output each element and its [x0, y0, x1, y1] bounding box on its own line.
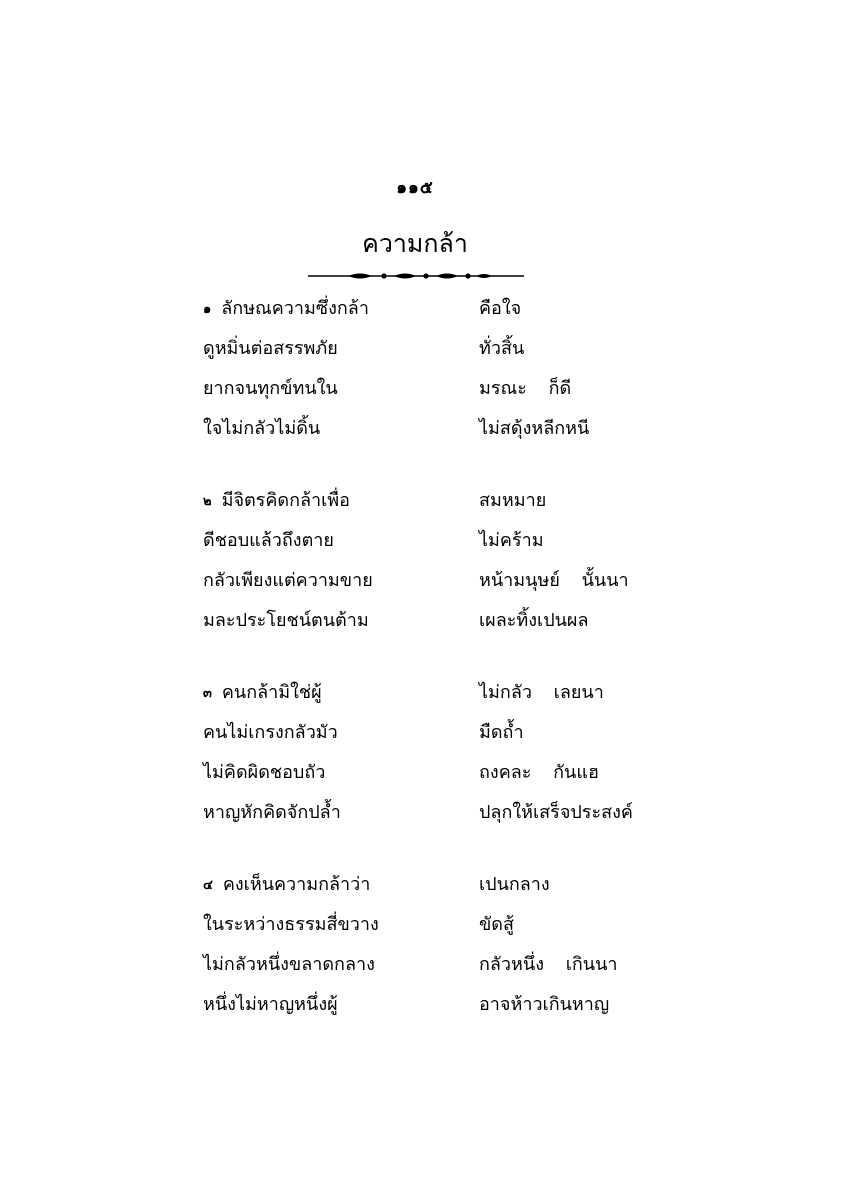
stanza-number: ๓ — [203, 686, 212, 701]
title-ornament-divider — [308, 269, 524, 283]
verse-line — [203, 951, 663, 991]
verse-line — [203, 911, 663, 951]
verse-line-right: ทั่วสิ้น — [479, 338, 525, 359]
verse-line-right: กลัวหนึ่ง เกินนา — [479, 954, 618, 975]
verse-line — [203, 607, 663, 647]
verse-line-right: เปนกลาง — [479, 874, 550, 895]
verse-line-left: หนึ่งไม่หาญหนึ่งผู้ — [203, 994, 338, 1015]
verse-line-left: ยากจนทุกข์ทนใน — [203, 378, 338, 399]
verse-line-right: มรณะ ก็ดี — [479, 378, 572, 399]
verse-line-right: ไม่คร้าม — [479, 530, 544, 551]
stanza-4 — [203, 871, 663, 1031]
verse-line-left: มละประโยชน์ตนต้าม — [203, 610, 369, 631]
verse-line-right: ถงคละ กันแฮ — [479, 762, 599, 783]
stanza-number: ๒ — [203, 494, 212, 509]
verse-line-right: ไม่กลัว เลยนา — [479, 682, 604, 703]
verse-line-right: มืดถ้ำ — [479, 722, 524, 743]
verse-line-right: ขัดสู้ — [479, 914, 514, 935]
verse-line — [203, 799, 663, 839]
verse-line — [203, 335, 663, 375]
verse-line — [203, 295, 663, 335]
verse-line-left: คงเห็นความกล้าว่า — [222, 874, 371, 895]
stanza-number: ๑ — [203, 302, 212, 317]
verse-line-right: สมหมาย — [479, 490, 547, 511]
verse-line-left: ไม่กลัวหนึ่งขลาดกลาง — [203, 954, 375, 975]
verse-line — [203, 679, 663, 719]
verse-line — [203, 719, 663, 759]
verse-line-left: ดูหมิ่นต่อสรรพภัย — [203, 338, 338, 359]
stanza-number: ๔ — [203, 878, 213, 893]
verse-line-right: เผละทิ้งเปนผล — [479, 610, 589, 631]
verse-line — [203, 871, 663, 911]
poem-body — [203, 295, 663, 1063]
verse-line-right: หน้ามนุษย์ นั้นนา — [479, 570, 629, 591]
verse-line-right: อาจห้าวเกินหาญ — [479, 994, 610, 1015]
verse-line — [203, 415, 663, 455]
verse-line — [203, 375, 663, 415]
verse-line-left: มีจิตรคิดกล้าเพื่อ — [221, 490, 350, 511]
stanza-3 — [203, 679, 663, 839]
poem-title: ความกล้า — [362, 229, 468, 258]
stanza-2 — [203, 487, 663, 647]
verse-line-right: ไม่สดุ้งหลีกหนี — [479, 418, 590, 439]
verse-line-left: กลัวเพียงแต่ความขาย — [203, 570, 373, 591]
verse-line — [203, 991, 663, 1031]
verse-line-right: คือใจ — [479, 298, 522, 319]
verse-line-left: ลักษณความซึ่งกล้า — [221, 298, 369, 319]
verse-line-left: ในระหว่างธรรมสี่ขวาง — [203, 914, 379, 935]
verse-line — [203, 527, 663, 567]
verse-line — [203, 487, 663, 527]
verse-line-left: ใจไม่กลัวไม่ดิ้น — [203, 418, 321, 439]
verse-line — [203, 759, 663, 799]
page-number: ๑๑๕ — [396, 178, 434, 198]
verse-line — [203, 567, 663, 607]
stanza-1 — [203, 295, 663, 455]
verse-line-left: หาญหักคิดจักปล้ำ — [203, 802, 341, 823]
verse-line-right: ปลุกให้เสร็จประสงค์ — [479, 802, 633, 823]
verse-line-left: ดีชอบแล้วถึงตาย — [203, 530, 334, 551]
verse-line-left: คนไม่เกรงกลัวมัว — [203, 722, 338, 743]
verse-line-left: คนกล้ามิใช่ผู้ — [221, 682, 322, 703]
verse-line-left: ไม่คิดผิดชอบถัว — [203, 762, 326, 783]
